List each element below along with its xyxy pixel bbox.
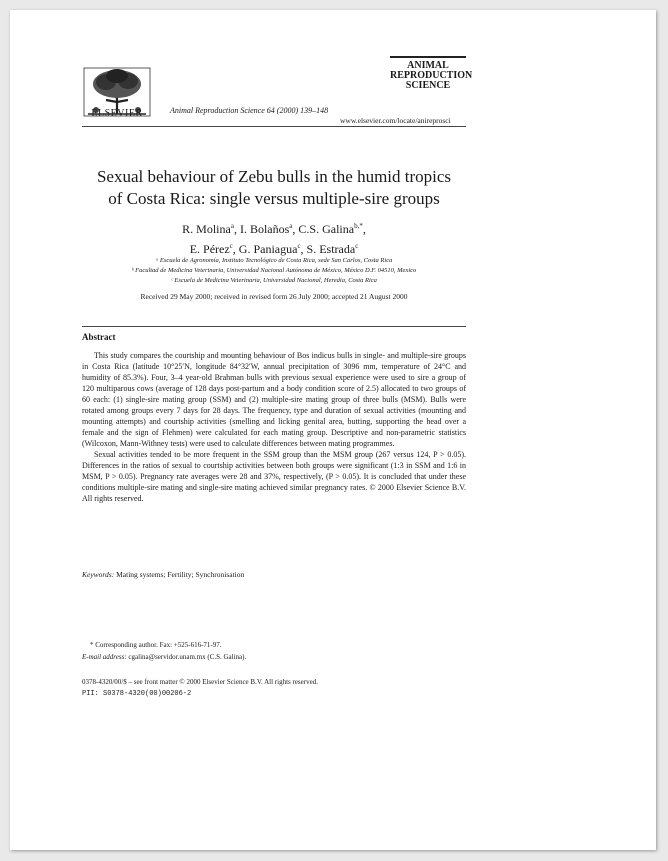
journal-url[interactable]: www.elsevier.com/locate/anireprosci: [340, 116, 451, 125]
journal-page: [10, 10, 656, 850]
journal-reference: Animal Reproduction Science 64 (2000) 139–148: [170, 106, 329, 115]
article-title: [82, 166, 466, 210]
journal-name-line: REPRODUCTION: [390, 70, 473, 81]
abstract-body: [82, 350, 466, 504]
authors-line: E. Pérez$^c$, G. Paniagua$^c$, S. Estrada$^c$: [189, 242, 359, 256]
copyright-line: 0378-4320/00/$ – see front matter © 2000 Elsevier Science B.V. All rights reserved.: [82, 678, 318, 686]
email-label: E-mail address:: [82, 653, 127, 661]
author-affiliation-mark: a: [230, 222, 234, 230]
abstract-heading: Abstract: [82, 332, 116, 342]
author-name[interactable]: I. Bolaños: [239, 222, 290, 236]
journal-name-line: ANIMAL: [407, 60, 449, 71]
email-address[interactable]: cgalina@servidor.unam.mx (C.S. Galina).: [128, 653, 247, 661]
header-divider: [82, 126, 466, 127]
author-name[interactable]: E. Pérez: [189, 242, 230, 256]
author-affiliation-mark: b,*: [354, 222, 363, 230]
email-note: [82, 653, 246, 661]
corresponding-author-note: * Corresponding author. Fax: +525-616-71-97.: [90, 641, 222, 649]
affiliation: ᵇ Facultad de Medicina Veterinaria, Universidad Nacional Autónoma de México, México D.F. 04510, Mexico: [131, 267, 417, 274]
received-dates: Received 29 May 2000; received in revised form 26 July 2000; accepted 21 August 2000: [140, 292, 408, 301]
keywords: [82, 570, 244, 579]
title-line: of Costa Rica: single versus multiple-sire groups: [108, 189, 440, 208]
title-line: Sexual behaviour of Zebu bulls in the humid tropics: [96, 167, 452, 186]
journal-name-line: SCIENCE: [405, 80, 451, 91]
author-affiliation-mark: c: [297, 242, 301, 250]
keywords-list: Mating systems; Fertility; Synchronisation: [116, 570, 245, 579]
authors-line: R. Molina$^a$, I. Bolaños$^a$, C.S. Galina$^{b,*}$,: [182, 222, 366, 236]
author-affiliation-mark: c: [229, 242, 233, 250]
author-list: [82, 218, 466, 258]
keywords-label: Keywords:: [82, 570, 115, 579]
author-name[interactable]: G. Paniagua: [238, 242, 298, 256]
author-name[interactable]: R. Molina: [182, 222, 231, 236]
author-affiliation-mark: c: [355, 242, 359, 250]
abstract-divider: [82, 326, 466, 327]
author-name[interactable]: C.S. Galina: [298, 222, 355, 236]
affiliations: [82, 256, 466, 286]
publisher-name: ELSEVIER: [91, 108, 143, 119]
journal-name-block: [390, 56, 473, 91]
pii-line: PII: S0378-4320(00)00206-2: [82, 690, 192, 698]
abstract-paragraph: This study compares the courtship and mounting behaviour of Bos indicus bulls in single- and multiple-sire groups in Costa Rica (latitude 10°25′N, longitude 84°32′W, annual precipitation of 3096 mm, temperature of 24°C and humidity of 85.3%). Four, 3–4 year-old Brahman bulls with previous sexual experience were used to sire a group of 120 multiparous cows (average of 128 days post-partum and a body condition score of 2.5) allocated to two groups of 60 each: (1) single-sire mating group (SSM) and (2) multiple-sire mating group of three bulls (MSM). Bulls were rotated among groups every 7 days for 28 days. The frequency, type and duration of sexual activities (mounting and mounting attempts) and courtship activities (smelling and licking genital area, butting, supporting the head over a female and the sign of Flehmen) were calculated for each mating group. Descriptive and non-parametric statistics (Wilcoxon, Mann-Withney tests) were used to calculate differences between mating programmes.: [82, 351, 466, 448]
abstract-paragraph: Sexual activities tended to be more frequent in the SSM group than the MSM group (267 versus 124, P > 0.05). Differences in the ratios of sexual to courtship activities between both groups were significant (1:3 in SSM and 1:6 in MSM, P > 0.05). Pregnancy rate averages were 28 and 37%, respectively, (P > 0.05). It is concluded that under these conditions multiple-sire mating and single-sire mating achieved similar pregnancy rates. © 2000 Elsevier Science B.V. All rights reserved.: [82, 450, 466, 503]
affiliation: ᶜ Escuela de Medicina Veterinaria, Universidad Nacional, Heredia, Costa Rica: [171, 277, 377, 284]
author-name[interactable]: S. Estrada: [306, 242, 356, 256]
affiliation: ᵃ Escuela de Agronomía, Instituto Tecnológico de Costa Rica, sede San Carlos, Costa Rica: [155, 257, 393, 264]
author-affiliation-mark: a: [289, 222, 293, 230]
